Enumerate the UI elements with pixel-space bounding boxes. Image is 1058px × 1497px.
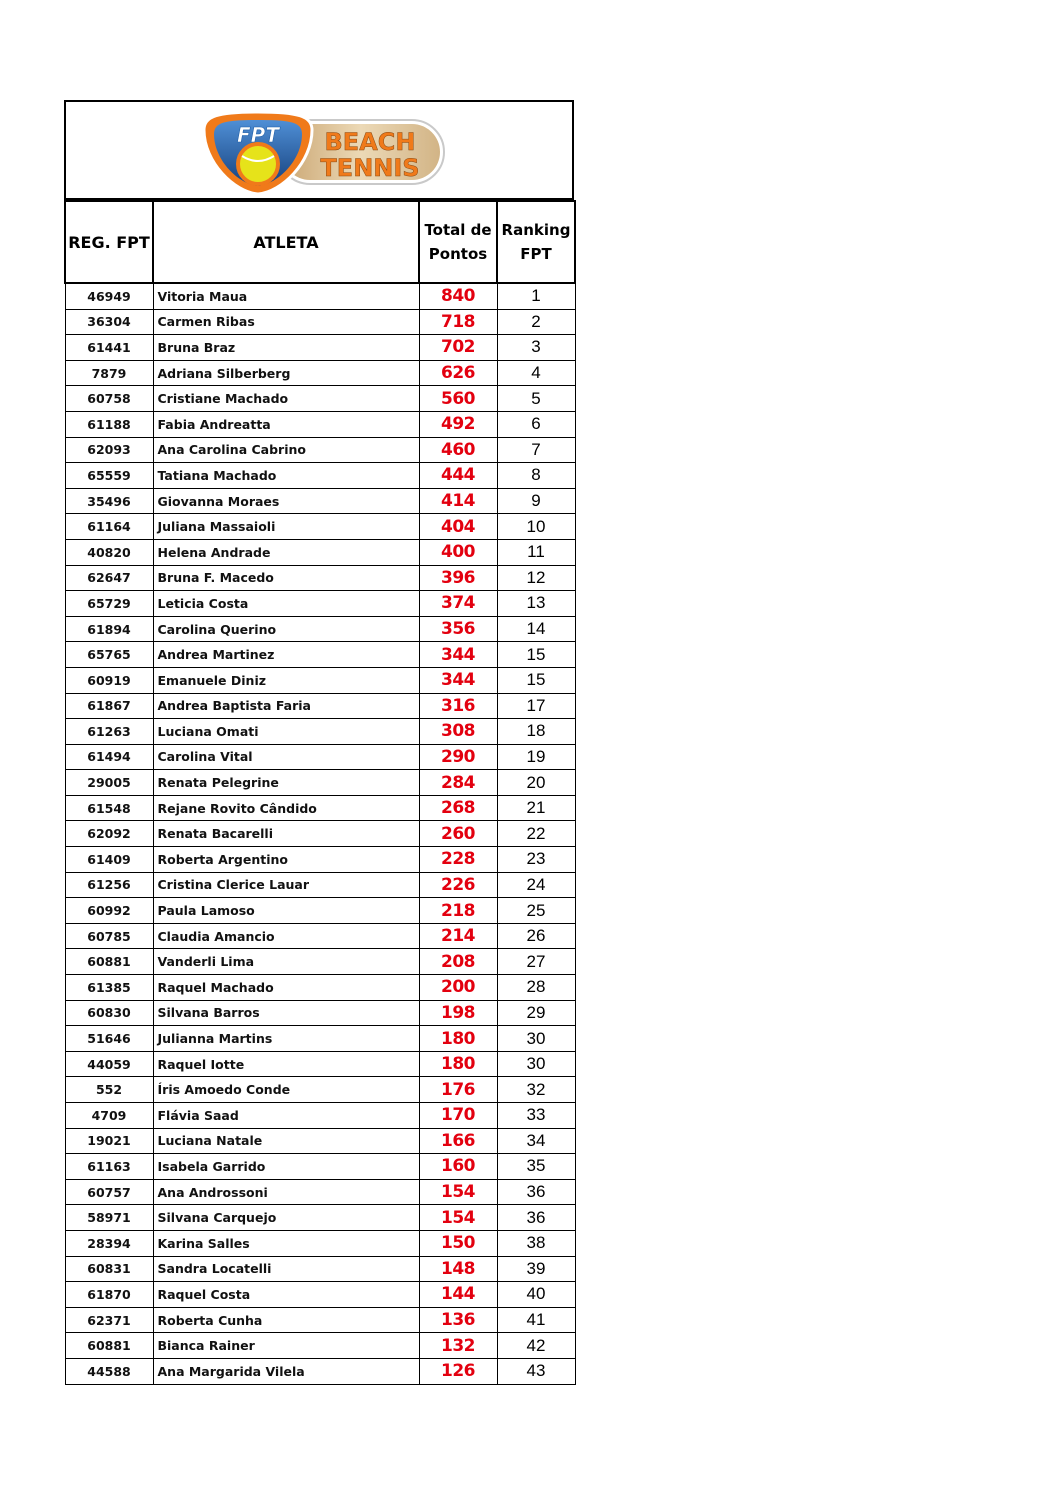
table-row: [65, 1307, 575, 1333]
cell-athlete: Leticia Costa: [153, 591, 419, 617]
cell-athlete: Sandra Locatelli: [153, 1256, 419, 1282]
cell-points: 702: [419, 335, 497, 361]
logo-line2-text: TENNIS: [320, 154, 420, 182]
cell-athlete: Adriana Silberberg: [153, 360, 419, 386]
header-rank-line1: Ranking: [501, 221, 571, 239]
cell-athlete: Íris Amoedo Conde: [153, 1077, 419, 1103]
cell-reg: 40820: [65, 539, 153, 565]
cell-athlete: Raquel Iotte: [153, 1051, 419, 1077]
cell-rank: 42: [497, 1333, 575, 1359]
cell-reg: 60831: [65, 1256, 153, 1282]
table-row: [65, 309, 575, 335]
cell-rank: 27: [497, 949, 575, 975]
cell-rank: 8: [497, 463, 575, 489]
cell-reg: 46949: [65, 283, 153, 309]
cell-points: 718: [419, 309, 497, 335]
cell-reg: 61548: [65, 795, 153, 821]
table-row: [65, 744, 575, 770]
header-rank: [497, 201, 575, 283]
cell-points: 214: [419, 923, 497, 949]
header-rank-line2: FPT: [520, 245, 552, 263]
cell-reg: 61867: [65, 693, 153, 719]
table-row: [65, 1026, 575, 1052]
cell-athlete: Vitoria Maua: [153, 283, 419, 309]
table-row: [65, 539, 575, 565]
cell-points: 268: [419, 795, 497, 821]
cell-rank: 36: [497, 1205, 575, 1231]
cell-rank: 36: [497, 1179, 575, 1205]
table-row: [65, 411, 575, 437]
cell-rank: 21: [497, 795, 575, 821]
table-row: [65, 667, 575, 693]
cell-athlete: Ana Carolina Cabrino: [153, 437, 419, 463]
cell-points: 154: [419, 1205, 497, 1231]
table-row: [65, 1179, 575, 1205]
cell-reg: 61385: [65, 975, 153, 1001]
cell-athlete: Roberta Argentino: [153, 847, 419, 873]
cell-rank: 6: [497, 411, 575, 437]
cell-athlete: Roberta Cunha: [153, 1307, 419, 1333]
cell-rank: 41: [497, 1307, 575, 1333]
cell-rank: 2: [497, 309, 575, 335]
cell-athlete: Silvana Barros: [153, 1000, 419, 1026]
cell-athlete: Helena Andrade: [153, 539, 419, 565]
cell-points: 492: [419, 411, 497, 437]
table-row: [65, 1154, 575, 1180]
cell-reg: 51646: [65, 1026, 153, 1052]
logo-line1-text: BEACH: [324, 128, 416, 156]
cell-points: 400: [419, 539, 497, 565]
cell-reg: 60992: [65, 898, 153, 924]
cell-reg: 62093: [65, 437, 153, 463]
cell-athlete: Carolina Querino: [153, 616, 419, 642]
cell-athlete: Luciana Omati: [153, 719, 419, 745]
cell-points: 444: [419, 463, 497, 489]
table-row: [65, 1000, 575, 1026]
table-row: [65, 898, 575, 924]
table-row: [65, 283, 575, 309]
table-row: [65, 719, 575, 745]
cell-points: 626: [419, 360, 497, 386]
cell-reg: 36304: [65, 309, 153, 335]
cell-reg: 61441: [65, 335, 153, 361]
cell-points: 284: [419, 770, 497, 796]
cell-points: 374: [419, 591, 497, 617]
table-row: [65, 386, 575, 412]
cell-rank: 33: [497, 1103, 575, 1129]
table-row: [65, 488, 575, 514]
cell-rank: 28: [497, 975, 575, 1001]
cell-athlete: Andrea Baptista Faria: [153, 693, 419, 719]
cell-points: 136: [419, 1307, 497, 1333]
cell-points: 356: [419, 616, 497, 642]
cell-reg: 60881: [65, 949, 153, 975]
cell-points: 560: [419, 386, 497, 412]
cell-reg: 552: [65, 1077, 153, 1103]
cell-reg: 62371: [65, 1307, 153, 1333]
table-row: [65, 1333, 575, 1359]
table-row: [65, 1256, 575, 1282]
table-row: [65, 514, 575, 540]
cell-reg: 61163: [65, 1154, 153, 1180]
cell-points: 226: [419, 872, 497, 898]
cell-reg: 7879: [65, 360, 153, 386]
table-row: [65, 949, 575, 975]
cell-rank: 11: [497, 539, 575, 565]
cell-reg: 44588: [65, 1358, 153, 1384]
cell-rank: 32: [497, 1077, 575, 1103]
cell-athlete: Claudia Amancio: [153, 923, 419, 949]
cell-rank: 13: [497, 591, 575, 617]
table-row: [65, 1077, 575, 1103]
cell-athlete: Fabia Andreatta: [153, 411, 419, 437]
table-row: [65, 335, 575, 361]
cell-points: 344: [419, 642, 497, 668]
cell-rank: 14: [497, 616, 575, 642]
cell-athlete: Paula Lamoso: [153, 898, 419, 924]
cell-rank: 20: [497, 770, 575, 796]
cell-rank: 3: [497, 335, 575, 361]
cell-points: 460: [419, 437, 497, 463]
cell-rank: 18: [497, 719, 575, 745]
cell-athlete: Juliana Massaioli: [153, 514, 419, 540]
cell-athlete: Carolina Vital: [153, 744, 419, 770]
table-row: [65, 693, 575, 719]
cell-rank: 29: [497, 1000, 575, 1026]
cell-athlete: Ana Margarida Vilela: [153, 1358, 419, 1384]
cell-points: 144: [419, 1282, 497, 1308]
table-row: [65, 463, 575, 489]
cell-rank: 15: [497, 667, 575, 693]
table-row: [65, 923, 575, 949]
cell-reg: 60785: [65, 923, 153, 949]
cell-athlete: Andrea Martinez: [153, 642, 419, 668]
table-row: [65, 565, 575, 591]
cell-rank: 4: [497, 360, 575, 386]
cell-rank: 23: [497, 847, 575, 873]
cell-reg: 65765: [65, 642, 153, 668]
cell-reg: 61409: [65, 847, 153, 873]
cell-athlete: Raquel Costa: [153, 1282, 419, 1308]
cell-rank: 40: [497, 1282, 575, 1308]
table-row: [65, 847, 575, 873]
table-row: [65, 770, 575, 796]
header-athlete: ATLETA: [153, 201, 419, 283]
cell-points: 290: [419, 744, 497, 770]
cell-points: 218: [419, 898, 497, 924]
cell-athlete: Silvana Carquejo: [153, 1205, 419, 1231]
cell-reg: 62647: [65, 565, 153, 591]
cell-points: 228: [419, 847, 497, 873]
cell-reg: 19021: [65, 1128, 153, 1154]
header-reg: REG. FPT: [65, 201, 153, 283]
cell-athlete: Ana Androssoni: [153, 1179, 419, 1205]
cell-points: 154: [419, 1179, 497, 1205]
table-row: [65, 1230, 575, 1256]
fpt-beach-tennis-logo: [198, 108, 450, 196]
cell-reg: 62092: [65, 821, 153, 847]
cell-athlete: Isabela Garrido: [153, 1154, 419, 1180]
cell-points: 126: [419, 1358, 497, 1384]
cell-points: 198: [419, 1000, 497, 1026]
table-row: [65, 1205, 575, 1231]
cell-rank: 15: [497, 642, 575, 668]
cell-athlete: Luciana Natale: [153, 1128, 419, 1154]
cell-points: 308: [419, 719, 497, 745]
cell-reg: 60881: [65, 1333, 153, 1359]
cell-athlete: Rejane Rovito Cândido: [153, 795, 419, 821]
cell-athlete: Bruna Braz: [153, 335, 419, 361]
logo-header: [64, 100, 574, 200]
table-row: [65, 1282, 575, 1308]
cell-rank: 38: [497, 1230, 575, 1256]
cell-points: 160: [419, 1154, 497, 1180]
cell-reg: 61263: [65, 719, 153, 745]
cell-athlete: Emanuele Diniz: [153, 667, 419, 693]
cell-points: 344: [419, 667, 497, 693]
cell-reg: 61870: [65, 1282, 153, 1308]
cell-athlete: Bruna F. Macedo: [153, 565, 419, 591]
cell-rank: 26: [497, 923, 575, 949]
cell-reg: 61164: [65, 514, 153, 540]
cell-athlete: Bianca Rainer: [153, 1333, 419, 1359]
cell-rank: 12: [497, 565, 575, 591]
header-points-line1: Total de: [424, 221, 492, 239]
cell-rank: 30: [497, 1026, 575, 1052]
table-row: [65, 360, 575, 386]
table-row: [65, 1103, 575, 1129]
cell-rank: 24: [497, 872, 575, 898]
ranking-sheet: [64, 100, 574, 1385]
cell-points: 840: [419, 283, 497, 309]
cell-reg: 60758: [65, 386, 153, 412]
cell-athlete: Flávia Saad: [153, 1103, 419, 1129]
cell-rank: 1: [497, 283, 575, 309]
cell-athlete: Vanderli Lima: [153, 949, 419, 975]
cell-reg: 29005: [65, 770, 153, 796]
cell-athlete: Tatiana Machado: [153, 463, 419, 489]
cell-reg: 60757: [65, 1179, 153, 1205]
table-row: [65, 821, 575, 847]
cell-points: 260: [419, 821, 497, 847]
cell-rank: 34: [497, 1128, 575, 1154]
cell-rank: 7: [497, 437, 575, 463]
cell-athlete: Renata Bacarelli: [153, 821, 419, 847]
table-row: [65, 616, 575, 642]
table-row: [65, 591, 575, 617]
cell-rank: 30: [497, 1051, 575, 1077]
cell-points: 180: [419, 1026, 497, 1052]
header-points: [419, 201, 497, 283]
cell-reg: 35496: [65, 488, 153, 514]
logo-brand-text: FPT: [237, 123, 279, 147]
cell-points: 166: [419, 1128, 497, 1154]
cell-reg: 65729: [65, 591, 153, 617]
cell-athlete: Karina Salles: [153, 1230, 419, 1256]
cell-rank: 39: [497, 1256, 575, 1282]
table-row: [65, 795, 575, 821]
cell-rank: 17: [497, 693, 575, 719]
cell-reg: 65559: [65, 463, 153, 489]
cell-reg: 60919: [65, 667, 153, 693]
cell-points: 396: [419, 565, 497, 591]
cell-athlete: Julianna Martins: [153, 1026, 419, 1052]
cell-rank: 9: [497, 488, 575, 514]
cell-athlete: Renata Pelegrine: [153, 770, 419, 796]
table-row: [65, 872, 575, 898]
cell-points: 170: [419, 1103, 497, 1129]
table-row: [65, 1358, 575, 1384]
cell-rank: 35: [497, 1154, 575, 1180]
cell-reg: 61188: [65, 411, 153, 437]
cell-points: 316: [419, 693, 497, 719]
cell-athlete: Giovanna Moraes: [153, 488, 419, 514]
table-row: [65, 1051, 575, 1077]
cell-reg: 60830: [65, 1000, 153, 1026]
cell-reg: 61256: [65, 872, 153, 898]
cell-reg: 28394: [65, 1230, 153, 1256]
cell-rank: 25: [497, 898, 575, 924]
cell-rank: 22: [497, 821, 575, 847]
header-points-line2: Pontos: [428, 245, 488, 263]
table-row: [65, 642, 575, 668]
cell-points: 148: [419, 1256, 497, 1282]
cell-points: 200: [419, 975, 497, 1001]
cell-points: 176: [419, 1077, 497, 1103]
cell-reg: 4709: [65, 1103, 153, 1129]
cell-points: 404: [419, 514, 497, 540]
cell-athlete: Cristina Clerice Lauar: [153, 872, 419, 898]
table-row: [65, 437, 575, 463]
cell-points: 132: [419, 1333, 497, 1359]
cell-reg: 61894: [65, 616, 153, 642]
cell-athlete: Cristiane Machado: [153, 386, 419, 412]
cell-reg: 58971: [65, 1205, 153, 1231]
table-row: [65, 975, 575, 1001]
cell-points: 208: [419, 949, 497, 975]
cell-athlete: Carmen Ribas: [153, 309, 419, 335]
cell-points: 414: [419, 488, 497, 514]
table-body: [65, 283, 575, 1384]
cell-rank: 5: [497, 386, 575, 412]
cell-reg: 44059: [65, 1051, 153, 1077]
cell-points: 180: [419, 1051, 497, 1077]
cell-points: 150: [419, 1230, 497, 1256]
cell-reg: 61494: [65, 744, 153, 770]
table-header-row: [65, 201, 575, 283]
cell-rank: 43: [497, 1358, 575, 1384]
cell-rank: 10: [497, 514, 575, 540]
table-row: [65, 1128, 575, 1154]
cell-athlete: Raquel Machado: [153, 975, 419, 1001]
cell-rank: 19: [497, 744, 575, 770]
ranking-table: [64, 200, 576, 1385]
